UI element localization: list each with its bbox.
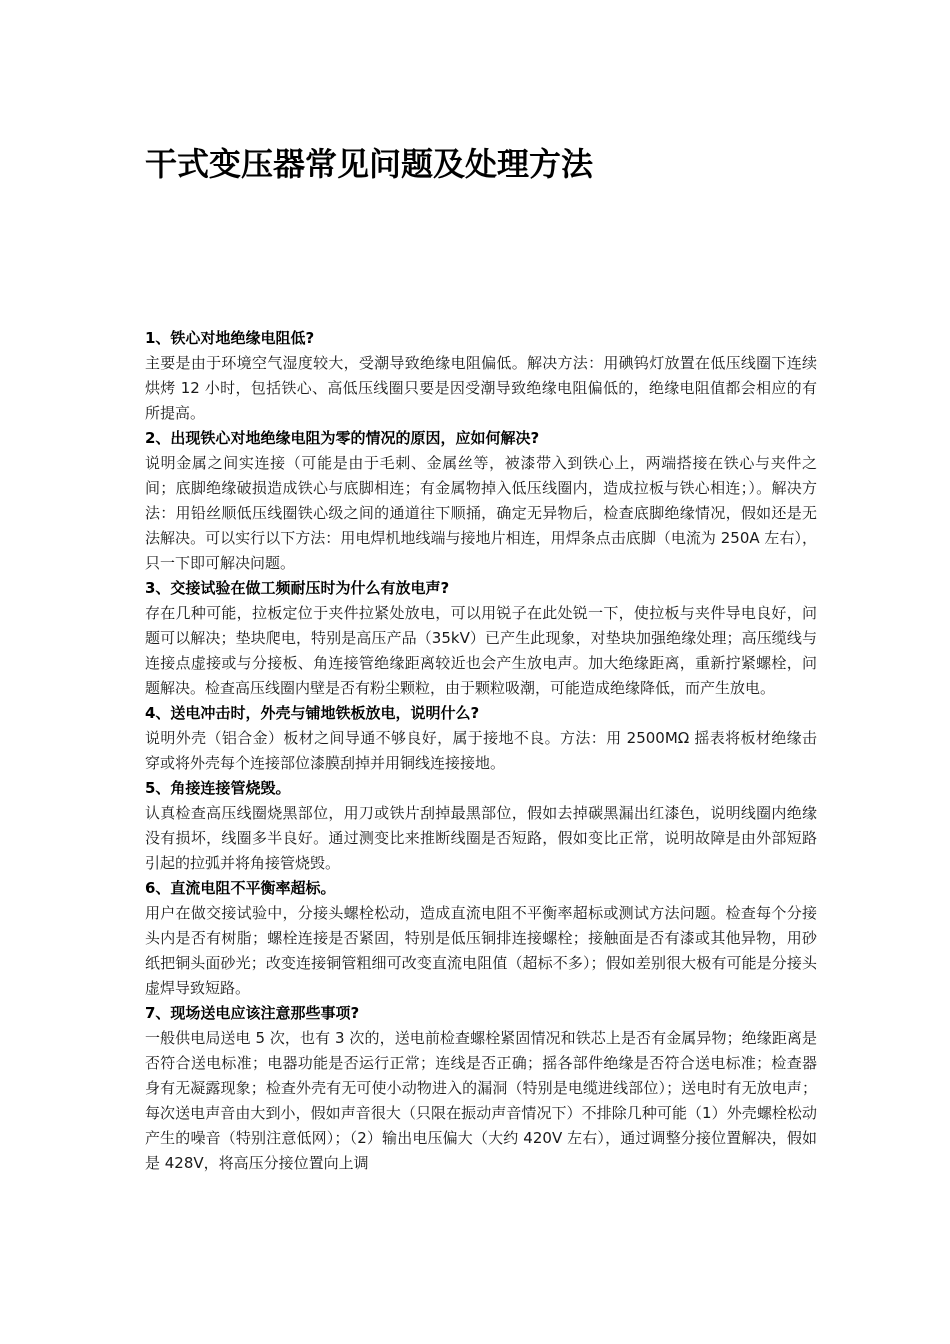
faq-section-4 xyxy=(145,701,817,776)
answer-paragraph: 存在几种可能，拉板定位于夹件拉紧处放电，可以用锐子在此处锐一下，使拉板与夹件导电良好，问题可以解决；垫块爬电，特别是高压产品（35kV）已产生此现象，对垫块加强绝缘处理；高压缆线与连接点虚接或与分接板、角连接管绝缘距离较近也会产生放电声。加大绝缘距离，重新拧紧螺栓，问题解决。检查高压线圈内壁是否有粉尘颗粒，由于颗粒吸潮，可能造成绝缘降低，而产生放电。 xyxy=(145,604,817,697)
answer-paragraph: 说明金属之间实连接（可能是由于毛刺、金属丝等，被漆带入到铁心上，两端搭接在铁心与夹件之间；底脚绝缘破损造成铁心与底脚相连；有金属物掉入低压线圈内，造成拉板与铁心相连；）。解决方法：用铅丝顺低压线圈铁心级之间的通道往下顺捅，确定无异物后，检查底脚绝缘情况，假如还是无法解决。可以实行以下方法：用电焊机地线端与接地片相连，用焊条点击底脚（电流为 250A 左右），只一下即可解决问题。 xyxy=(145,454,817,572)
question-heading: 7、现场送电应该注意那些事项? xyxy=(145,1004,360,1022)
document-title: 干式变压器常见问题及处理方法 xyxy=(145,145,594,183)
faq-section-1 xyxy=(145,326,817,426)
answer-paragraph: 认真检查高压线圈烧黑部位，用刀或铁片刮掉最黑部位，假如去掉碳黑漏出红漆色，说明线圈内绝缘没有损坏，线圈多半良好。通过测变比来推断线圈是否短路，假如变比正常，说明故障是由外部短路引起的拉弧并将角接管烧毁。 xyxy=(145,804,817,872)
faq-section-2 xyxy=(145,426,817,576)
answer-paragraph: 主要是由于环境空气湿度较大，受潮导致绝缘电阻偏低。解决方法：用碘钨灯放置在低压线圈下连续烘烤 12 小时，包括铁心、高低压线圈只要是因受潮导致绝缘电阻偏低的，绝缘电阻值都会相应的有所提高。 xyxy=(145,354,817,422)
question-heading: 5、角接连接管烧毁。 xyxy=(145,779,291,797)
faq-section-5 xyxy=(145,776,817,876)
question-heading: 6、直流电阻不平衡率超标。 xyxy=(145,879,336,897)
faq-section-7 xyxy=(145,1001,817,1176)
document-content xyxy=(145,326,817,1176)
answer-paragraph: 说明外壳（铝合金）板材之间导通不够良好，属于接地不良。方法：用 2500MΩ 摇表将板材绝缘击穿或将外壳每个连接部位漆膜刮掉并用铜线连接接地。 xyxy=(145,729,817,772)
answer-paragraph: 用户在做交接试验中，分接头螺栓松动，造成直流电阻不平衡率超标或测试方法问题。检查每个分接头内是否有树脂；螺栓连接是否紧固，特别是低压铜排连接螺栓；接触面是否有漆或其他异物，用砂纸把铜头面砂光；改变连接铜管粗细可改变直流电阻值（超标不多）；假如差别很大极有可能是分接头虚焊导致短路。 xyxy=(145,904,817,997)
question-heading: 1、铁心对地绝缘电阻低? xyxy=(145,329,315,347)
faq-section-3 xyxy=(145,576,817,701)
question-heading: 3、交接试验在做工频耐压时为什么有放电声? xyxy=(145,579,450,597)
answer-paragraph: 一般供电局送电 5 次，也有 3 次的，送电前检查螺栓紧固情况和铁芯上是否有金属异物；绝缘距离是否符合送电标准；电器功能是否运行正常；连线是否正确；摇各部件绝缘是否符合送电标准；检查器身有无凝露现象；检查外壳有无可使小动物进入的漏洞（特别是电缆进线部位）；送电时有无放电声；每次送电声音由大到小，假如声音很大（只限在振动声音情况下）不排除几种可能（1）外壳螺栓松动产生的噪音（特别注意低网）；（2）输出电压偏大（大约 420V 左右），通过调整分接位置解决，假如是 428V，将高压分接位置向上调 xyxy=(145,1029,817,1172)
question-heading: 4、送电冲击时，外壳与铺地铁板放电，说明什么? xyxy=(145,704,480,722)
question-heading: 2、出现铁心对地绝缘电阻为零的情况的原因，应如何解决? xyxy=(145,429,540,447)
faq-section-6 xyxy=(145,876,817,1001)
